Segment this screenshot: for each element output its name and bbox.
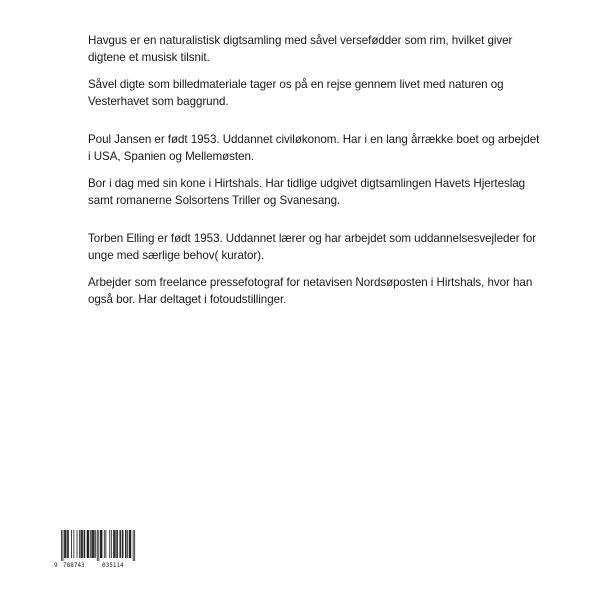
- barcode-bar: [67, 530, 68, 558]
- barcode-bar: [111, 530, 112, 558]
- barcode-left-group: 788743: [63, 562, 85, 569]
- barcode-bar: [129, 530, 130, 558]
- barcode-digits: [54, 561, 140, 571]
- barcode-first-digit: 9: [54, 562, 58, 569]
- barcode-bar: [64, 530, 65, 558]
- barcode-bar: [122, 530, 123, 558]
- barcode-bar: [98, 530, 99, 561]
- barcode-bar: [133, 530, 134, 561]
- barcode-bar: [113, 530, 114, 558]
- barcode-bar: [82, 530, 83, 558]
- barcode-bar: [101, 530, 102, 558]
- barcode-bar: [90, 530, 91, 558]
- book-description: [88, 33, 540, 110]
- barcode-bar: [68, 530, 69, 558]
- description-paragraph-2: Såvel digte som billedmateriale tager os på en rejse gennem livet med naturen og Vesterhavet som baggrund.: [88, 78, 504, 108]
- barcode-bar: [88, 530, 89, 558]
- barcode-bars: [54, 530, 140, 561]
- barcode-bar: [79, 530, 80, 558]
- barcode-bar: [130, 530, 131, 558]
- photographer-bio-paragraph-1: Torben Elling er født 1953. Uddannet lærer og har arbejdet som uddannelsesvejleder for unge med særlige behov( kurator).: [88, 232, 537, 262]
- barcode-bar: [71, 530, 72, 558]
- barcode-bar: [61, 530, 62, 561]
- barcode-bar: [105, 530, 106, 558]
- barcode-bar: [77, 530, 78, 558]
- barcode-bar: [114, 530, 115, 558]
- barcode-bar: [100, 530, 101, 558]
- photographer-bio-paragraph-2: Arbejder som freelance pressefotograf for netavisen Nordsøposten i Hirtshals, hvor han også bor. Har deltaget i fotoudstillinger.: [88, 276, 533, 306]
- author-bio-paragraph-2: Bor i dag med sin kone i Hirtshals. Har tidlige udgivet digtsamlingen Havets Hjerteslag samt romanerne Solsortens Triller og Svanesang.: [88, 177, 526, 207]
- barcode-bar: [95, 530, 96, 558]
- barcode-bar: [84, 530, 85, 558]
- barcode-bar: [84, 530, 85, 558]
- barcode-bar: [102, 530, 103, 558]
- barcode-bar: [81, 530, 82, 558]
- barcode-right-group: 035114: [102, 562, 124, 569]
- barcode-bar: [92, 530, 93, 558]
- author-bio-poul-jansen: [88, 132, 540, 209]
- barcode-bar: [73, 530, 74, 558]
- barcode-bar: [125, 530, 126, 558]
- barcode-bar: [115, 530, 116, 558]
- barcode-bar: [91, 530, 92, 558]
- barcode-bar: [81, 530, 82, 558]
- text-column: [88, 33, 540, 308]
- barcode-bar: [87, 530, 88, 558]
- barcode-bar: [120, 530, 121, 558]
- barcode-bar: [109, 530, 110, 558]
- barcode-bar: [88, 530, 89, 558]
- barcode-bar: [134, 530, 135, 561]
- description-paragraph-1: Havgus er en naturalistisk digtsamling med såvel versefødder som rim, hvilket giver digtene et musisk tilsnit.: [88, 34, 513, 64]
- barcode-bar: [65, 530, 66, 558]
- barcode-bar: [117, 530, 118, 558]
- isbn-barcode: [54, 530, 140, 574]
- barcode-bar: [120, 530, 121, 558]
- barcode-bar: [97, 530, 98, 561]
- barcode-bar: [116, 530, 117, 558]
- barcode-bar: [126, 530, 127, 558]
- barcode-bar: [123, 530, 124, 558]
- barcode-bar: [63, 530, 64, 561]
- barcode-bar: [93, 530, 94, 558]
- author-bio-paragraph-1: Poul Jansen er født 1953. Uddannet civiløkonom. Har i en lang årrække boet og arbejdet i USA, Spanien og Mellemøsten.: [88, 133, 540, 163]
- photographer-bio-torben-elling: [88, 231, 540, 308]
- barcode-bar: [104, 530, 105, 558]
- barcode-bar: [130, 530, 131, 558]
- barcode-bar: [66, 530, 67, 558]
- barcode-bar: [94, 530, 95, 558]
- barcode-bar: [127, 530, 128, 558]
